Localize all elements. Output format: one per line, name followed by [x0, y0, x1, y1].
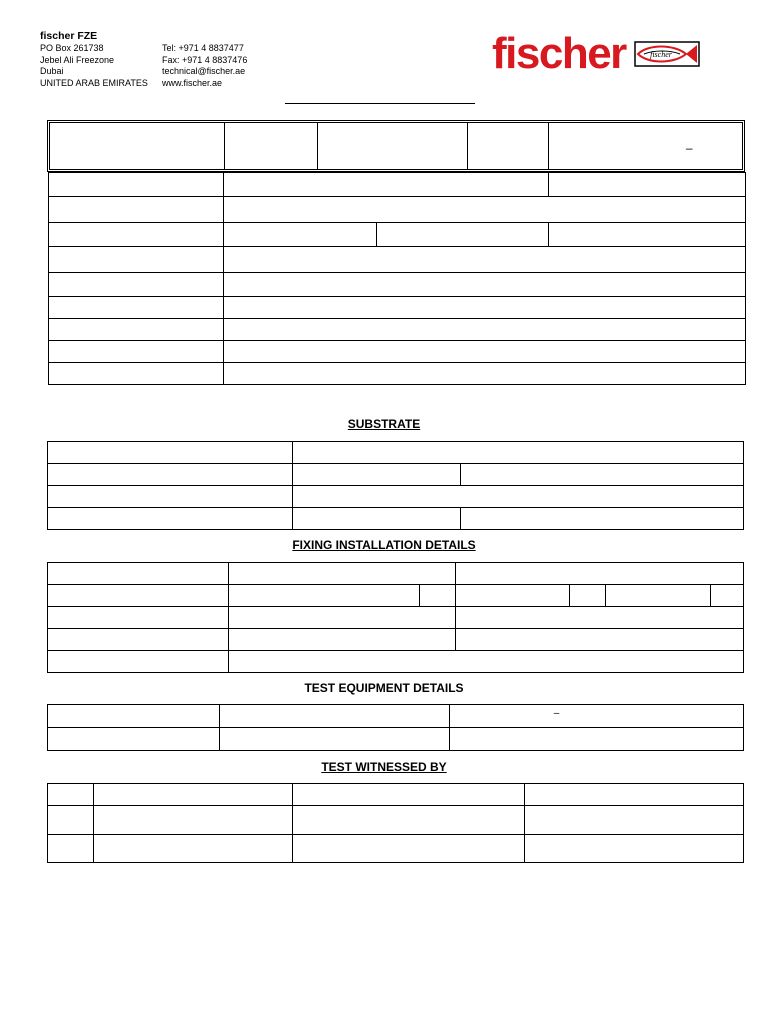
- label-cell: [48, 585, 229, 607]
- report-header-box: [47, 120, 745, 172]
- value-cell[interactable]: [525, 806, 744, 835]
- label-cell: [49, 247, 224, 273]
- value-cell[interactable]: [224, 341, 746, 363]
- label-cell: [48, 442, 293, 464]
- value-cell[interactable]: [293, 835, 525, 863]
- value-cell[interactable]: [456, 585, 570, 607]
- value-cell[interactable]: [456, 563, 744, 585]
- label-cell: [49, 273, 224, 297]
- label-cell: [48, 563, 229, 585]
- value-cell[interactable]: [293, 508, 461, 530]
- value-cell[interactable]: [293, 464, 461, 486]
- header-cell[interactable]: [467, 123, 548, 169]
- email-line: technical@fischer.ae: [162, 66, 246, 76]
- fixing-table: [47, 562, 744, 673]
- company-address-block: [40, 30, 148, 89]
- value-cell[interactable]: [461, 508, 744, 530]
- value-cell[interactable]: [224, 197, 746, 223]
- value-cell[interactable]: [525, 835, 744, 863]
- value-cell[interactable]: [224, 273, 746, 297]
- value-cell[interactable]: [549, 223, 746, 247]
- equipment-title: TEST EQUIPMENT DETAILS: [304, 681, 464, 695]
- website-line: www.fischer.ae: [162, 77, 223, 88]
- value-cell[interactable]: [224, 363, 746, 385]
- project-details-table: [48, 172, 746, 385]
- label-cell: [49, 297, 224, 319]
- label-cell: [49, 197, 224, 223]
- address-line: PO Box 261738: [40, 43, 104, 53]
- header-cell: [293, 784, 525, 806]
- fax-line: Fax: +971 4 8837476: [162, 54, 248, 65]
- label-cell: [49, 363, 224, 385]
- header-cell[interactable]: [224, 123, 317, 169]
- value-cell[interactable]: [229, 563, 456, 585]
- value-cell[interactable]: [224, 247, 746, 273]
- label-cell: [48, 705, 220, 728]
- value-cell[interactable]: [377, 223, 549, 247]
- company-contact-block: [162, 43, 247, 89]
- dash-mark: –: [553, 707, 560, 719]
- value-cell[interactable]: [224, 319, 746, 341]
- unit-cell[interactable]: [570, 585, 606, 607]
- header-cell: [94, 784, 293, 806]
- value-cell[interactable]: [224, 297, 746, 319]
- unit-cell[interactable]: [711, 585, 744, 607]
- value-cell[interactable]: [293, 806, 525, 835]
- value-cell[interactable]: [456, 629, 744, 651]
- value-cell[interactable]: [606, 585, 711, 607]
- value-cell[interactable]: [229, 651, 744, 673]
- header-cell[interactable]: [50, 123, 224, 169]
- label-cell: [48, 464, 293, 486]
- address-line: UNITED ARAB EMIRATES: [40, 77, 148, 88]
- value-cell[interactable]: [220, 728, 450, 751]
- row-cell: [48, 806, 94, 835]
- label-cell: [48, 508, 293, 530]
- value-cell[interactable]: [229, 607, 456, 629]
- value-cell[interactable]: [224, 173, 549, 197]
- header-cell: [48, 784, 94, 806]
- logo-wordmark: fischer: [492, 29, 626, 78]
- label-cell: [48, 651, 229, 673]
- value-cell[interactable]: [549, 173, 746, 197]
- address-line: Jebel Ali Freezone: [40, 54, 115, 65]
- value-cell[interactable]: [94, 835, 293, 863]
- fish-logo-icon: [634, 41, 700, 67]
- header-cell[interactable]: [317, 123, 467, 169]
- label-cell: [49, 223, 224, 247]
- label-cell: [49, 319, 224, 341]
- label-cell: [48, 486, 293, 508]
- label-cell: [49, 341, 224, 363]
- header-cell: [525, 784, 744, 806]
- value-cell[interactable]: [450, 728, 744, 751]
- value-cell[interactable]: [456, 607, 744, 629]
- unit-cell[interactable]: [420, 585, 456, 607]
- value-cell[interactable]: [220, 705, 450, 728]
- fixing-title: FIXING INSTALLATION DETAILS: [292, 538, 476, 552]
- fischer-logo: [492, 29, 700, 78]
- label-cell: [48, 728, 220, 751]
- equipment-table: [47, 704, 744, 751]
- value-cell[interactable]: [293, 442, 744, 464]
- witnessed-title: TEST WITNESSED BY: [321, 760, 447, 774]
- title-underline: [285, 103, 475, 104]
- value-cell[interactable]: [94, 806, 293, 835]
- address-line: Dubai: [40, 66, 64, 76]
- dash-mark: –: [685, 141, 693, 155]
- value-cell[interactable]: [229, 585, 420, 607]
- value-cell[interactable]: [461, 464, 744, 486]
- substrate-title: SUBSTRATE: [347, 417, 421, 431]
- witnessed-table: [47, 783, 744, 863]
- row-cell: [48, 835, 94, 863]
- label-cell: [48, 629, 229, 651]
- header-cell[interactable]: [548, 123, 742, 169]
- company-name: fischer FZE: [40, 30, 98, 42]
- value-cell[interactable]: [224, 223, 377, 247]
- label-cell: [49, 173, 224, 197]
- label-cell: [48, 607, 229, 629]
- svg-text:fischer: fischer: [649, 50, 672, 59]
- value-cell[interactable]: [293, 486, 744, 508]
- value-cell[interactable]: [229, 629, 456, 651]
- value-cell[interactable]: [450, 705, 744, 728]
- substrate-table: [47, 441, 744, 530]
- tel-line: Tel: +971 4 8837477: [162, 43, 244, 53]
